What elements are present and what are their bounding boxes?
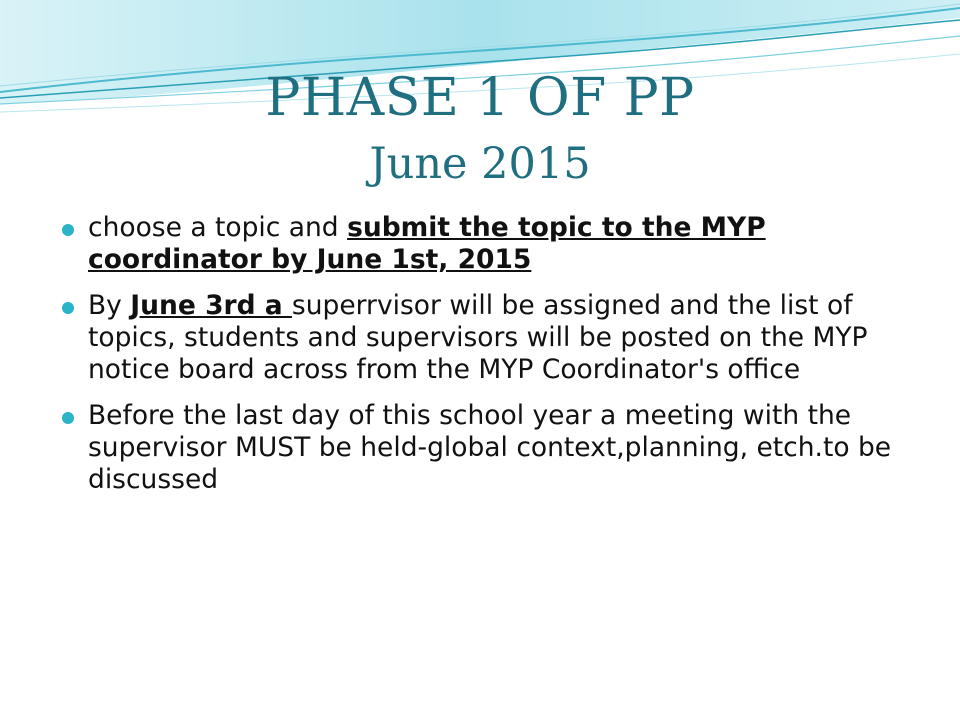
bullet-dot-icon [62,224,74,236]
slide-subtitle: June 2015 [369,139,591,189]
bullet-text-rest: superrvisor will be assigned and the list of topics, students and supervisors will be posted on the MYP notice board across from the MYP Coordinator's office [88,290,868,385]
bullet-dot-icon [62,302,74,314]
bullet-item-topic [62,212,902,276]
bullet-text: Before the last day of this school year a meeting with the supervisor MUST be held-global context,planning, etch.to be discussed [88,400,892,495]
bullet-item-meeting [62,400,902,496]
bullet-text-emphasis: June 3rd a [130,290,292,321]
bullet-dot-icon [62,412,74,424]
bullet-item-supervisor [62,290,902,386]
bullet-list [62,212,902,510]
slide-title: PHASE 1 OF PP [265,68,695,128]
bullet-text-lead: By [88,290,131,321]
bullet-text-emphasis: submit the topic to the MYP coordinator by June 1st, 2015 [88,212,766,275]
bullet-text-plain: choose a topic and [88,212,348,243]
